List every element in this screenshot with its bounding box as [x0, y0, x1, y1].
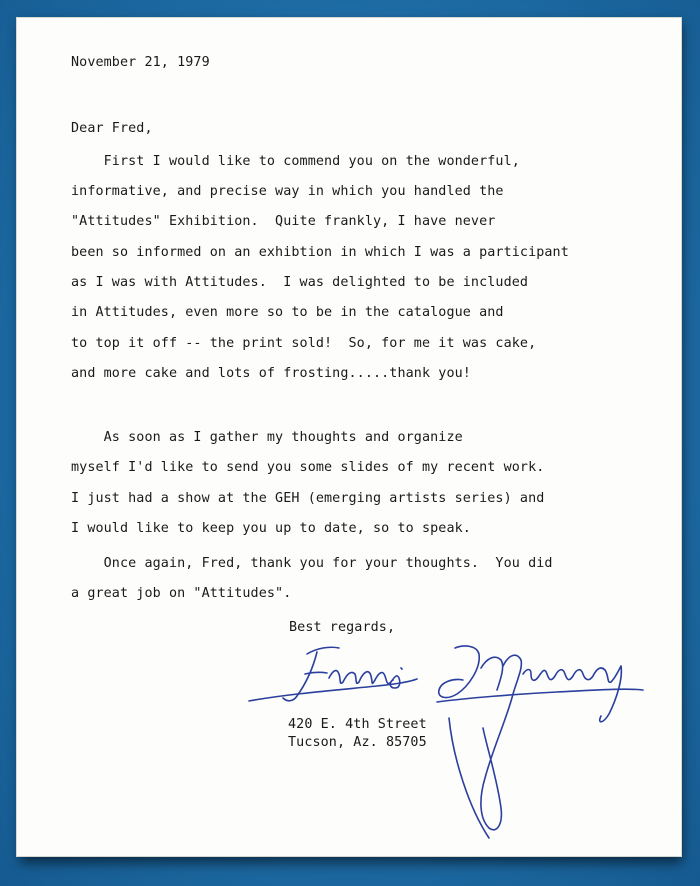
paragraph-1-line-6: in Attitudes, even more so to be in the catalogue and — [71, 305, 504, 320]
paragraph-1-line-7: to top it off -- the print sold! So, for me it was cake, — [71, 336, 537, 351]
address-street: 420 E. 4th Street — [288, 717, 427, 732]
paragraph-2-line-3: I just had a show at the GEH (emerging artists series) and — [71, 491, 545, 506]
paragraph-1-line-3: "Attitudes" Exhibition. Quite frankly, I have never — [71, 214, 496, 229]
paragraph-3-line-2: a great job on "Attitudes". — [71, 586, 292, 601]
paragraph-1-line-1: First I would like to commend you on the wonderful, — [71, 154, 520, 169]
paragraph-1-line-4: been so informed on an exhibtion in which I was a participant — [71, 245, 569, 260]
paragraph-2-line-2: myself I'd like to send you some slides of my recent work. — [71, 460, 545, 475]
closing: Best regards, — [289, 620, 396, 635]
letter-date: November 21, 1979 — [71, 55, 210, 70]
letter-paper — [16, 17, 682, 857]
address-city: Tucson, Az. 85705 — [288, 735, 427, 750]
letter-salutation: Dear Fred, — [71, 121, 153, 136]
paragraph-1-line-2: informative, and precise way in which you handled the — [71, 184, 504, 199]
paragraph-3-line-1: Once again, Fred, thank you for your thoughts. You did — [71, 556, 553, 571]
paragraph-2-line-4: I would like to keep you up to date, so to speak. — [71, 521, 471, 536]
paragraph-2-line-1: As soon as I gather my thoughts and organize — [71, 430, 463, 445]
paragraph-1-line-5: as I was with Attitudes. I was delighted to be included — [71, 275, 529, 290]
letter-body — [17, 18, 681, 856]
paragraph-1-line-8: and more cake and lots of frosting.....thank you! — [71, 366, 471, 381]
